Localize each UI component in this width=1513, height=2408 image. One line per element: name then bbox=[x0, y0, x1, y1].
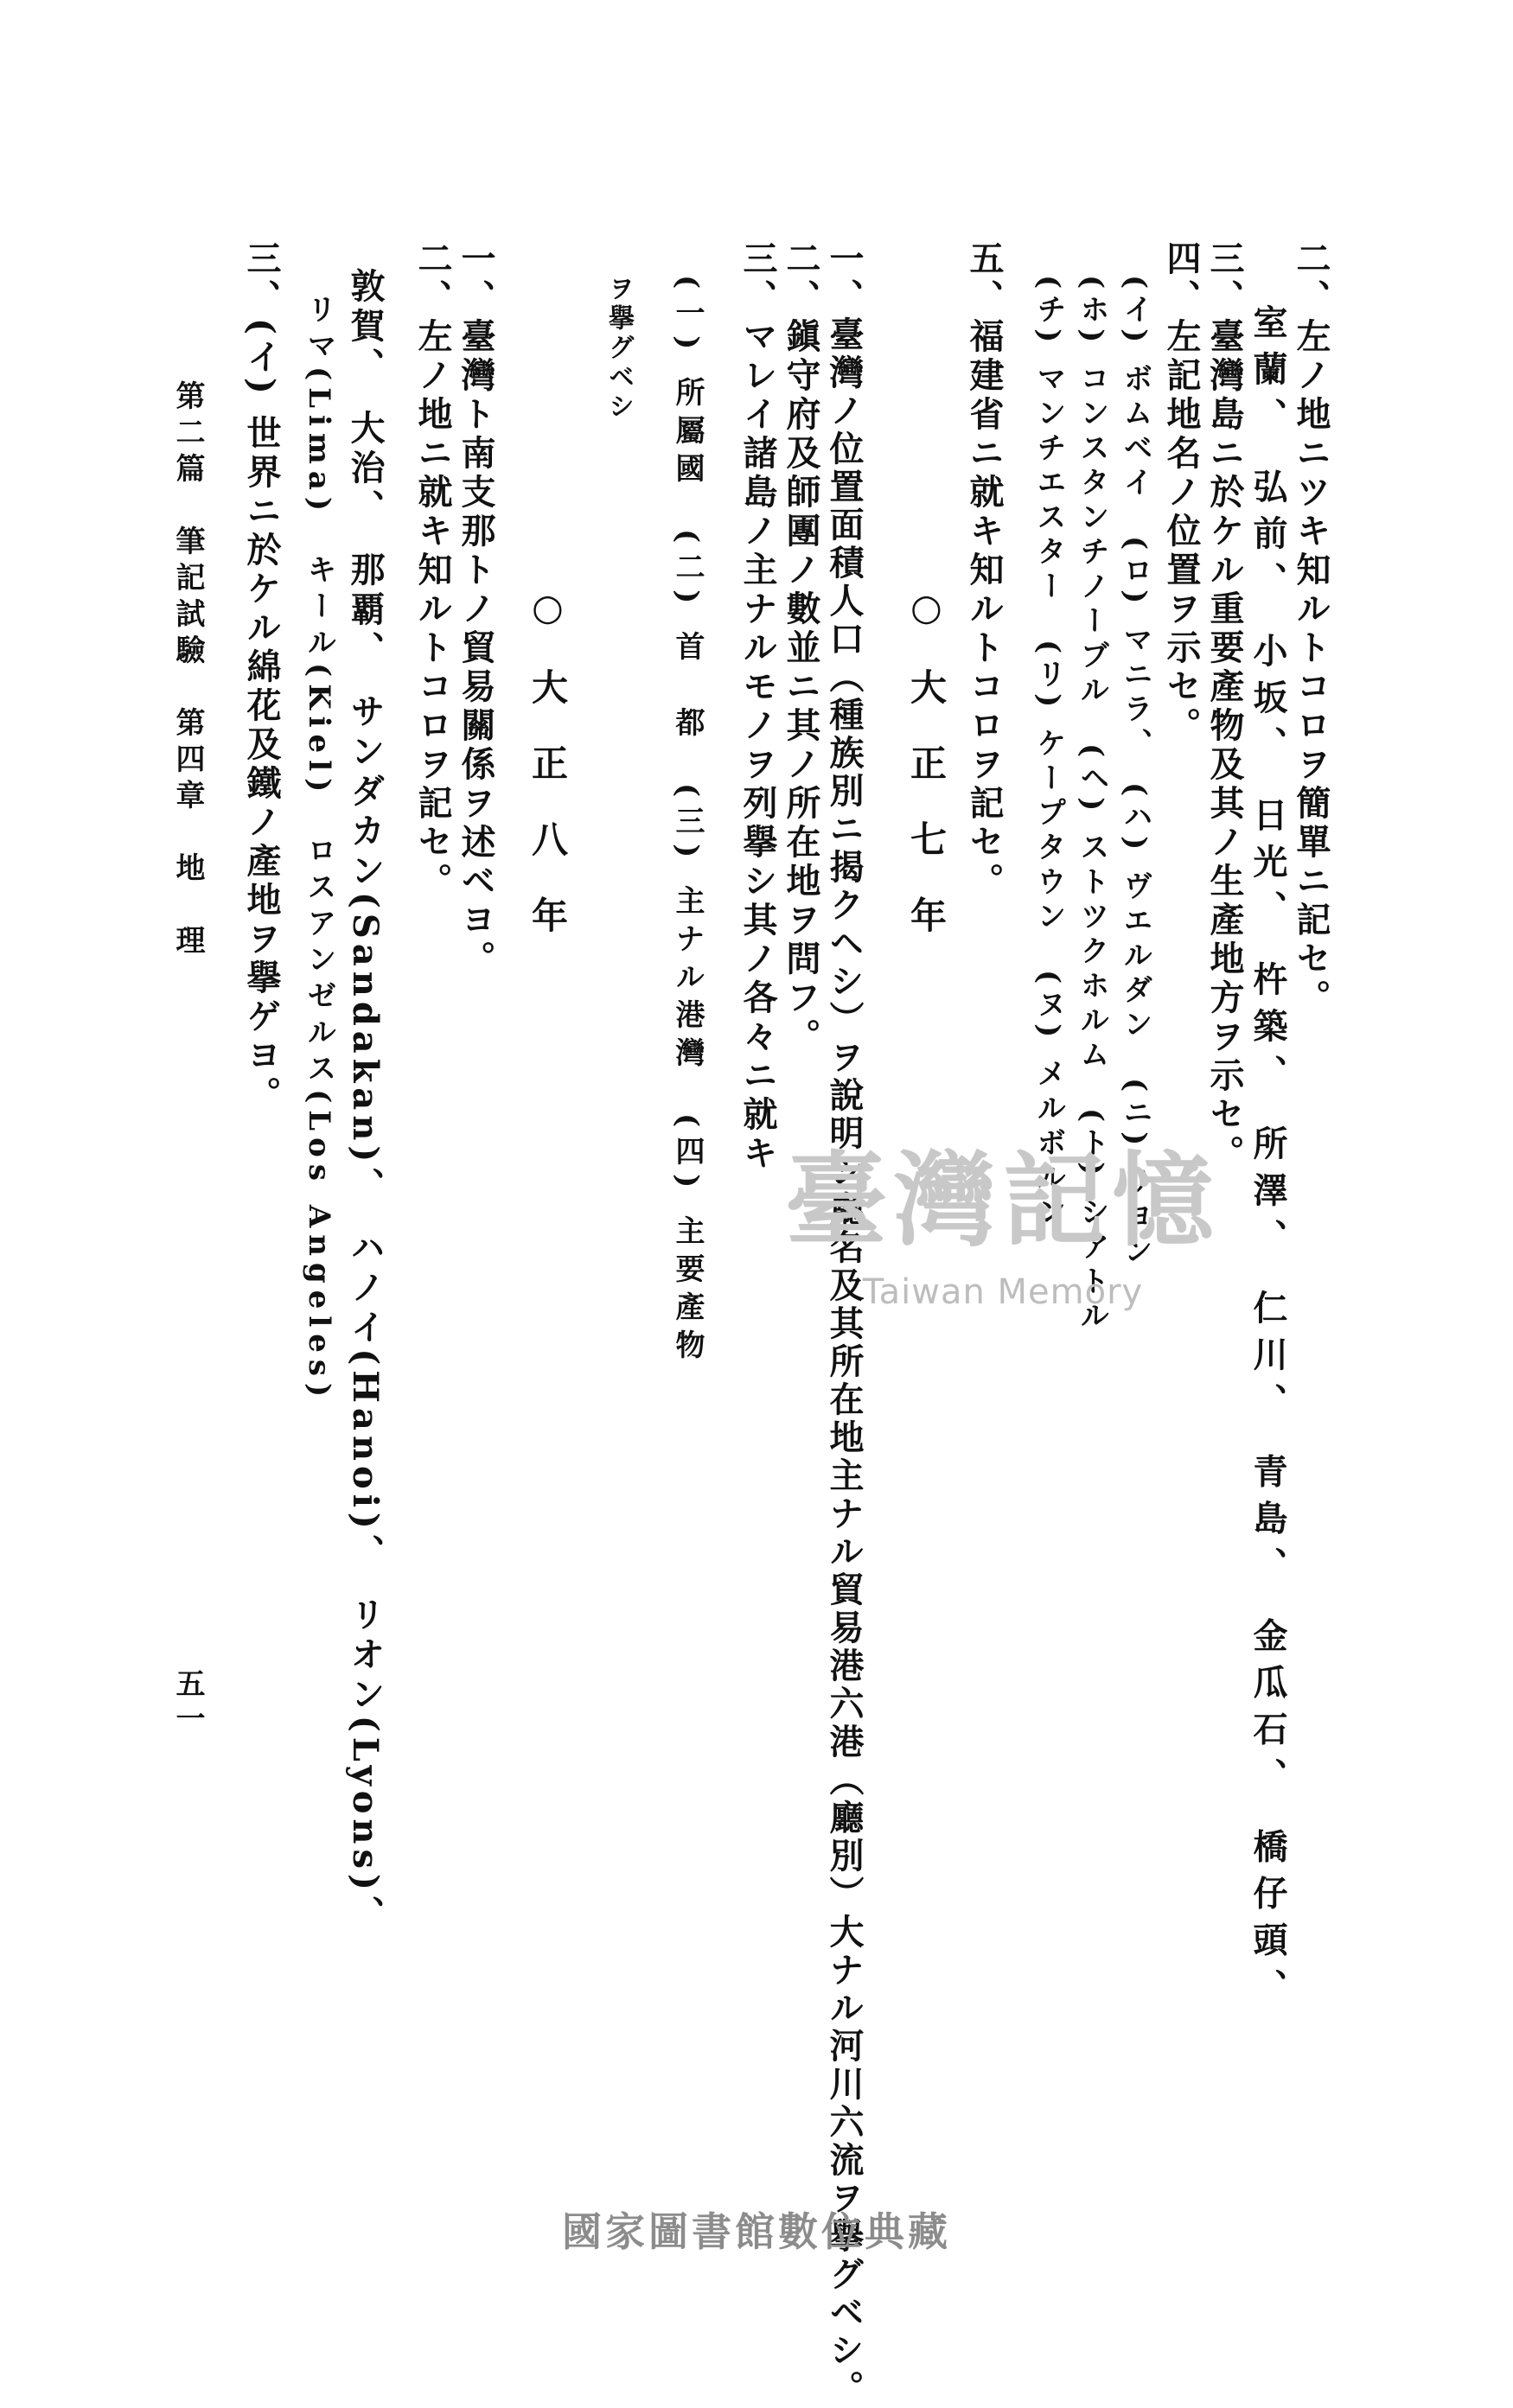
watermark-logo bbox=[761, 1140, 1245, 1340]
place-name-line: (ホ) コンスタンチノーブル (ヘ) ストツクホルム (ト) シアトル bbox=[1075, 275, 1109, 1335]
watermark-text-en: Taiwan Memory bbox=[862, 1272, 1144, 1312]
footer-collection-label: 國家圖書館數位典藏 bbox=[562, 2208, 951, 2255]
question-line: 二、左ノ地ニツキ知ルトコロヲ簡單ニ記セ。 bbox=[1291, 240, 1331, 1018]
question-line: 五、福建省ニ就キ知ルトコロヲ記セ。 bbox=[964, 240, 1005, 901]
question-line: ヲ擧グベシ bbox=[603, 275, 634, 422]
page-number: 五一 bbox=[170, 1668, 205, 1737]
year-heading: ○大正八年 bbox=[527, 586, 569, 972]
question-line: 三、マレイ諸島ノ主ナルモノヲ列擧シ其ノ各々ニ就キ bbox=[737, 240, 778, 1174]
question-line: 二、鎭守府及師團ノ數並ニ其ノ所在地ヲ問フ。 bbox=[781, 240, 821, 1057]
question-line: 三、(イ) 世界ニ於ケル綿花及鐵ノ產地ヲ擧ゲヨ。 bbox=[241, 240, 282, 1115]
item-list-line: (一) 所屬國 (二) 首 都 (三) 主ナル港灣 (四) 主要產物 bbox=[670, 275, 705, 1368]
place-name-line: (イ) ボムベイ (ロ) マニラ、 (ハ) ヴエルダン (ニ) リヨン bbox=[1118, 275, 1152, 1271]
place-name-line: (チ) マンチエスター (リ) ケープタウン (ヌ) メルボルン bbox=[1031, 275, 1066, 1232]
place-list-line: 室蘭、 弘前、 小坂、 日光、 杵築、 所澤、 仁川、 青島、 金瓜石、 橋仔頭、 bbox=[1248, 304, 1288, 2016]
running-head: 第二篇 筆記試驗 第四章 地 理 bbox=[170, 380, 205, 961]
question-line: 二、左ノ地ニ就キ知ルトコロヲ記セ。 bbox=[412, 240, 453, 901]
place-list-line: リマ(Lima) キール(Kiel) ロスアンゼルス(Los Angeles) bbox=[302, 294, 336, 1405]
watermark-text-cjk: 臺灣記憶 bbox=[784, 1140, 1221, 1260]
question-line: 一、臺灣ト南支那トノ貿易關係ヲ述ベヨ。 bbox=[456, 240, 496, 979]
question-line: 一、臺灣ノ位置面積人口（種族別ニ揭クヘシ）ヲ說明シ廳名及其所在地主ナル貿易港六港（廳別）大ナル河川六流ヲ擧グベシ。 bbox=[824, 240, 865, 2408]
place-list-line: 敦賀、 大治、 那覇、 サンダカン(Sandakan)、 ハノイ(Hanoi)、 リオン(Lyons)、 bbox=[345, 268, 386, 1935]
question-line: 四、左記地名ノ位置ヲ示セ。 bbox=[1161, 240, 1202, 746]
year-heading: ○大正七年 bbox=[905, 586, 948, 972]
question-line: 三、臺灣島ニ於ケル重要產物及其ノ生產地方ヲ示セ。 bbox=[1204, 240, 1245, 1174]
